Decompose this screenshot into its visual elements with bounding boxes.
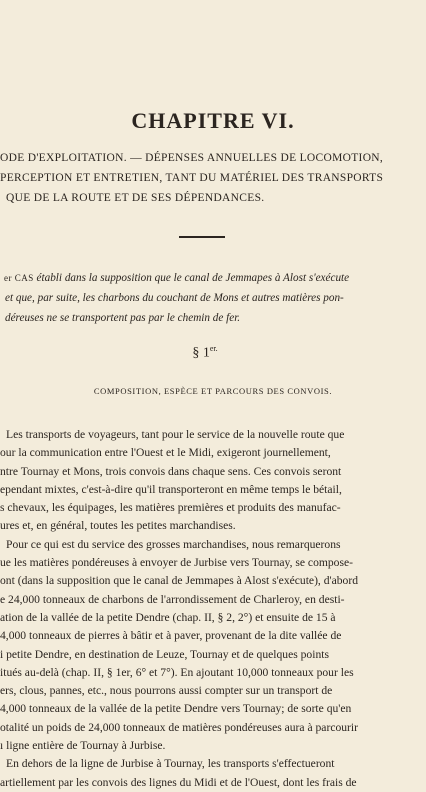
case-line: déreuses ne se transportent pas par le chemin de fer. (5, 312, 241, 324)
composition-heading: COMPOSITION, ESPÈCE ET PARCOURS DES CONVOIS. (93, 386, 333, 396)
body-text (0, 426, 426, 792)
body-line: ı ligne entière de Tournay à Jurbise. (0, 739, 166, 753)
section-heading (0, 344, 410, 362)
subtitle-line: ODE D'EXPLOITATION. — DÉPENSES ANNUELLES DE LOCOMOTION, (0, 152, 384, 164)
case-prefix: er CAS (4, 273, 34, 283)
body-line: ependant mixtes, c'est-à-dire qu'il transporteront en même temps le bétail, (0, 482, 342, 496)
body-line: En dehors de la ligne de Jurbise à Tournay, les transports s'effectueront (6, 757, 335, 771)
section-mark: § 1 (192, 345, 210, 361)
body-line: ation de la vallée de la petite Dendre (chap. II, § 2, 2°) et ensuite de 15 à (0, 610, 336, 624)
body-line: 4,000 tonneaux de la vallée de la petite Dendre vers Tournay; de sorte qu'en (0, 702, 352, 716)
subtitle-line: PERCEPTION ET ENTRETIEN, TANT DU MATÉRIEL DES TRANSPORTS (0, 172, 384, 184)
body-line: Les transports de voyageurs, tant pour le service de la nouvelle route que (6, 428, 345, 441)
body-line: 4,000 tonneaux de pierres à bâtir et à paver, provenant de la dite vallée de (0, 629, 342, 643)
body-line: ures et, en général, toutes les petites marchandises. (0, 519, 236, 533)
body-line: i petite Dendre, en destination de Leuze, Tournay et de quelques points (0, 647, 329, 661)
chapter-subtitle (0, 148, 426, 208)
body-line: ntre Tournay et Mons, trois convois dans chaque sens. Ces convois seront (0, 464, 342, 478)
body-line: ers, clous, pannes, etc., nous pourrons aussi compter sur un transport de (0, 684, 333, 698)
body-line: e 24,000 tonneaux de charbons de l'arrondissement de Charleroy, en desti- (0, 592, 345, 606)
body-line: ue les matières pondéreuses à envoyer de Jurbise vers Tournay, se compose- (0, 556, 354, 570)
body-line: otalité un poids de 24,000 tonneaux de matières pondéreuses aura à parcourir (0, 720, 358, 734)
body-line: itués au-delà (chap. II, § 1er, 6° et 7°). En ajoutant 10,000 tonneaux pour les (0, 665, 354, 679)
chapter-title: CHAPITRE VI. (131, 108, 295, 133)
body-line: artiellement par les convois des lignes du Midi et de l'Ouest, dont les frais de (0, 775, 357, 789)
case-line: et que, par suite, les charbons du couchant de Mons et autres matières pon- (5, 292, 344, 304)
body-line: s chevaux, les équipages, les matières premières et produits des manufac- (0, 501, 341, 515)
case-statement (0, 268, 426, 328)
case-line: établi dans la supposition que le canal de Jemmapes à Alost s'exécute (36, 272, 350, 284)
subtitle-line: QUE DE LA ROUTE ET DE SES DÉPENDANCES. (6, 192, 265, 204)
body-line: Pour ce qui est du service des grosses marchandises, nous remarquerons (6, 537, 341, 551)
divider-rule (179, 236, 225, 238)
body-line: our la communication entre l'Ouest et le Midi, exigeront journellement, (0, 446, 331, 460)
section-sup: er. (209, 344, 218, 353)
body-line: ont (dans la supposition que le canal de Jemmapes à Alost s'exécute), d'abord (0, 574, 359, 588)
